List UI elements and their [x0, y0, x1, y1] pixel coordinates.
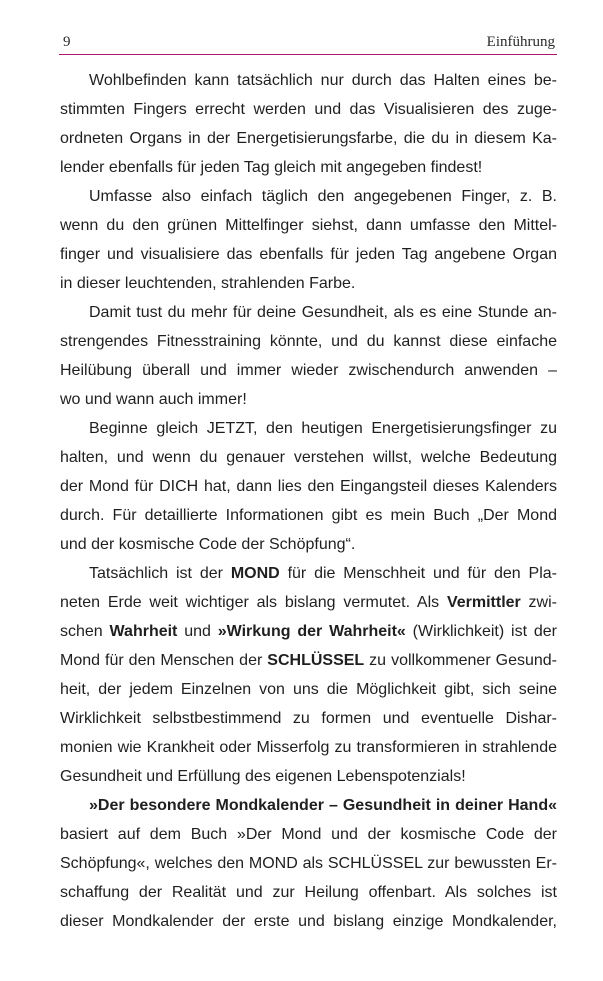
text-run: heit, der jedem Einzelnen von uns die Möglichkeit gibt, sich seine: [60, 681, 557, 698]
text-line-p4l5: [60, 530, 557, 559]
text-run: zwi-: [520, 594, 557, 611]
text-run: für die Menschheit und für den Pla-: [279, 565, 558, 582]
text-run: dieser Mondkalender der erste und bislang einzige Mondkalender,: [60, 913, 557, 930]
text-line-p2l2: [60, 211, 557, 240]
text-run: Schöpfung«, welches den MOND als SCHLÜSSEL zur bewussten Er-: [60, 855, 557, 872]
text-line-p4l4: [60, 501, 557, 530]
text-run: schaffung der Realität und zur Heilung offenbart. Als solches ist: [60, 884, 557, 901]
page-number: 9: [63, 34, 71, 50]
text-run: wo und wann auch immer!: [60, 391, 247, 408]
text-run: der Mond für DICH hat, dann lies den Eingangsteil dieses Kalenders: [60, 478, 557, 495]
text-line-p4l1: [60, 414, 557, 443]
text-run: Tatsächlich ist der: [89, 565, 231, 582]
running-title: Einführung: [486, 34, 555, 50]
bold-phrase: »Der besondere Mondkalender – Gesundheit in deiner Hand«: [89, 797, 557, 814]
text-run: Mond für den Menschen der: [60, 652, 268, 669]
text-run: Heilübung überall und immer wieder zwischendurch anwenden –: [60, 362, 557, 379]
body-text: [60, 66, 557, 936]
text-line-p5l5: [60, 675, 557, 704]
text-run: Damit tust du mehr für deine Gesundheit, als es eine Stunde an-: [89, 304, 557, 321]
text-line-p1l1: [60, 66, 557, 95]
text-line-p5l2: [60, 588, 557, 617]
bold-phrase: Wahrheit: [109, 623, 178, 640]
text-line-p3l1: [60, 298, 557, 327]
text-line-p6l4: [60, 878, 557, 907]
text-run: und: [177, 623, 218, 640]
text-run: Umfasse also einfach täglich den angegebenen Finger, z. B.: [89, 188, 557, 205]
text-run: Beginne gleich JETZT, den heutigen Energetisierungsfinger zu: [89, 420, 557, 437]
page-header: [59, 30, 557, 55]
text-run: schen: [60, 623, 110, 640]
text-run: zu vollkommener Gesund-: [364, 652, 558, 669]
text-line-p5l8: [60, 762, 557, 791]
text-run: Wirklichkeit selbstbestimmend zu formen und eventuelle Dishar-: [60, 710, 557, 727]
text-run: (Wirklichkeit) ist der: [405, 623, 557, 640]
text-line-p5l4: [60, 646, 557, 675]
bold-phrase: »Wirkung der Wahrheit«: [217, 623, 406, 640]
text-line-p2l1: [60, 182, 557, 211]
text-line-p2l3: [60, 240, 557, 269]
text-line-p5l6: [60, 704, 557, 733]
text-run: lender ebenfalls für jeden Tag gleich mit angegeben findest!: [60, 159, 483, 176]
text-line-p6l5: [60, 907, 557, 936]
text-run: ordneten Organs in der Energetisierungsfarbe, die du in diesem Ka-: [60, 130, 557, 147]
text-line-p5l3: [60, 617, 557, 646]
text-line-p1l2: [60, 95, 557, 124]
text-run: halten, und wenn du genauer verstehen willst, welche Bedeutung: [60, 449, 557, 466]
text-run: basiert auf dem Buch »Der Mond und der kosmische Code der: [60, 826, 557, 843]
text-run: wenn du den grünen Mittelfinger siehst, dann umfasse den Mittel-: [60, 217, 557, 234]
bold-phrase: MOND: [230, 565, 280, 582]
text-run: monien wie Krankheit oder Misserfolg zu transformieren in strahlende: [60, 739, 557, 756]
text-line-p5l1: [60, 559, 557, 588]
text-run: neten Erde weit wichtiger als bislang vermutet. Als: [60, 594, 447, 611]
bold-phrase: SCHLÜSSEL: [267, 652, 365, 669]
text-run: strengendes Fitnesstraining könnte, und du kannst diese einfache: [60, 333, 557, 350]
text-line-p6l2: [60, 820, 557, 849]
text-line-p6l3: [60, 849, 557, 878]
text-line-p1l4: [60, 153, 557, 182]
text-line-p3l4: [60, 385, 557, 414]
bold-phrase: Vermittler: [446, 594, 521, 611]
text-line-p3l2: [60, 327, 557, 356]
text-line-p1l3: [60, 124, 557, 153]
text-line-p3l3: [60, 356, 557, 385]
text-run: in dieser leuchtenden, strahlenden Farbe.: [60, 275, 356, 292]
text-run: Wohlbefinden kann tatsächlich nur durch das Halten eines be-: [89, 72, 557, 89]
text-line-p6l1: [60, 791, 557, 820]
text-line-p2l4: [60, 269, 557, 298]
text-run: und der kosmische Code der Schöpfung“.: [60, 536, 356, 553]
text-run: Gesundheit und Erfüllung des eigenen Lebenspotenzials!: [60, 768, 466, 785]
text-run: finger und visualisiere das ebenfalls für jeden Tag angebene Organ: [60, 246, 557, 263]
text-line-p5l7: [60, 733, 557, 762]
text-line-p4l2: [60, 443, 557, 472]
text-run: stimmten Fingers errecht werden und das Visualisieren des zuge-: [60, 101, 557, 118]
text-line-p4l3: [60, 472, 557, 501]
text-run: durch. Für detaillierte Informationen gibt es mein Buch „Der Mond: [60, 507, 557, 524]
